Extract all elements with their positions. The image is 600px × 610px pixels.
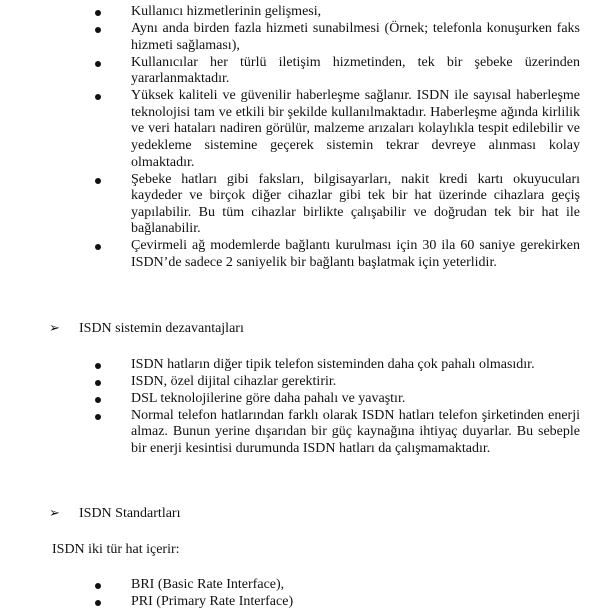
list-item xyxy=(0,357,580,374)
heading-label: ISDN sistemin dezavantajları xyxy=(79,321,244,336)
list-item xyxy=(0,408,580,458)
list-item xyxy=(0,594,580,610)
bullet-icon xyxy=(95,94,101,100)
bullet-icon xyxy=(95,61,101,67)
bullet-icon xyxy=(95,27,101,33)
list-item-text: Normal telefon hatlarından farklı olarak ISDN hatları telefon şirketinden enerji almaz. Bunun yerine dışarıdan bir güç kaynağına ihtiyaç duyarlar. Bu sebeple bir enerji kesintisi durumunda ISDN hatları da çalışmamaktadır. xyxy=(131,407,580,456)
list-item-text: DSL teknolojilerine göre daha pahalı ve yavaştır. xyxy=(131,390,406,406)
list-item-text: ISDN, özel dijital cihazlar gerektirir. xyxy=(131,373,337,389)
bullet-icon xyxy=(95,583,101,589)
list-item-text: Yüksek kaliteli ve güvenilir haberleşme sağlanır. ISDN ile sayısal haberleşme teknolojisi tam ve etkili bir şekilde kullanılmaktadır. Haberleşme ağında kirlilik ve veri hataları nadiren görülür, malzeme arızaları kolaylıkla tespit edilebilir ve yedekleme sistemine geçerek sistemin tekrar devreye alınması kolay olmaktadır. xyxy=(131,88,580,170)
bullet-icon xyxy=(95,10,101,16)
list-item-text: Şebeke hatları gibi faksları, bilgisayarları, nakit kredi kartı okuyucuları kaydeder ve birçok diğer cihazlar gibi tek bir hat üzerinde cihazlara geçiş yapılabilir. Bu tüm cihazlar birlikte çalışabilir ve doğrudan tek bir hat ile bağlanabilir. xyxy=(131,171,580,237)
list-item xyxy=(0,55,580,88)
list-item-text: Kullanıcı hizmetlerinin gelişmesi, xyxy=(131,4,322,19)
arrow-bullet-icon: ➢ xyxy=(49,506,60,521)
list-item xyxy=(0,172,580,238)
disadvantages-list xyxy=(0,357,580,458)
bullet-icon xyxy=(95,363,101,369)
bullet-icon xyxy=(95,178,101,184)
list-item-text: Kullanıcılar her türlü iletişim hizmetinden, tek bir şebeke üzerinden yararlanmaktadır. xyxy=(131,54,580,87)
bullet-icon xyxy=(95,414,101,420)
list-item-text: Aynı anda birden fazla hizmeti sunabilmesi (Örnek; telefonla konuşurken faks hizmeti sağlaması), xyxy=(131,20,580,53)
heading-label: ISDN Standartları xyxy=(79,506,181,521)
advantages-list xyxy=(0,4,580,272)
list-item-text: Çevirmeli ağ modemlerde bağlantı kurulması için 30 ila 60 saniye gerekirken ISDN’de sadece 2 saniyelik bir bağlantı başlatmak için yeterlidir. xyxy=(131,238,580,270)
list-item xyxy=(0,88,580,171)
list-item-text: ISDN hatların diğer tipik telefon sisteminden daha çok pahalı olmasıdır. xyxy=(131,357,535,372)
list-item xyxy=(0,577,580,594)
line-types-list xyxy=(0,577,580,610)
arrow-bullet-icon: ➢ xyxy=(49,321,60,336)
bullet-icon xyxy=(95,380,101,386)
list-item xyxy=(0,391,580,408)
bullet-icon xyxy=(95,244,101,250)
intro-paragraph: ISDN iki tür hat içerir: xyxy=(52,542,180,557)
list-item-text: PRI (Primary Rate Interface) xyxy=(131,593,294,609)
bullet-icon xyxy=(95,397,101,403)
bullet-icon xyxy=(95,600,101,606)
list-item xyxy=(0,21,580,54)
list-item xyxy=(0,238,580,271)
list-item xyxy=(0,374,580,391)
list-item xyxy=(0,4,580,21)
list-item-text: BRI (Basic Rate Interface), xyxy=(131,577,285,592)
